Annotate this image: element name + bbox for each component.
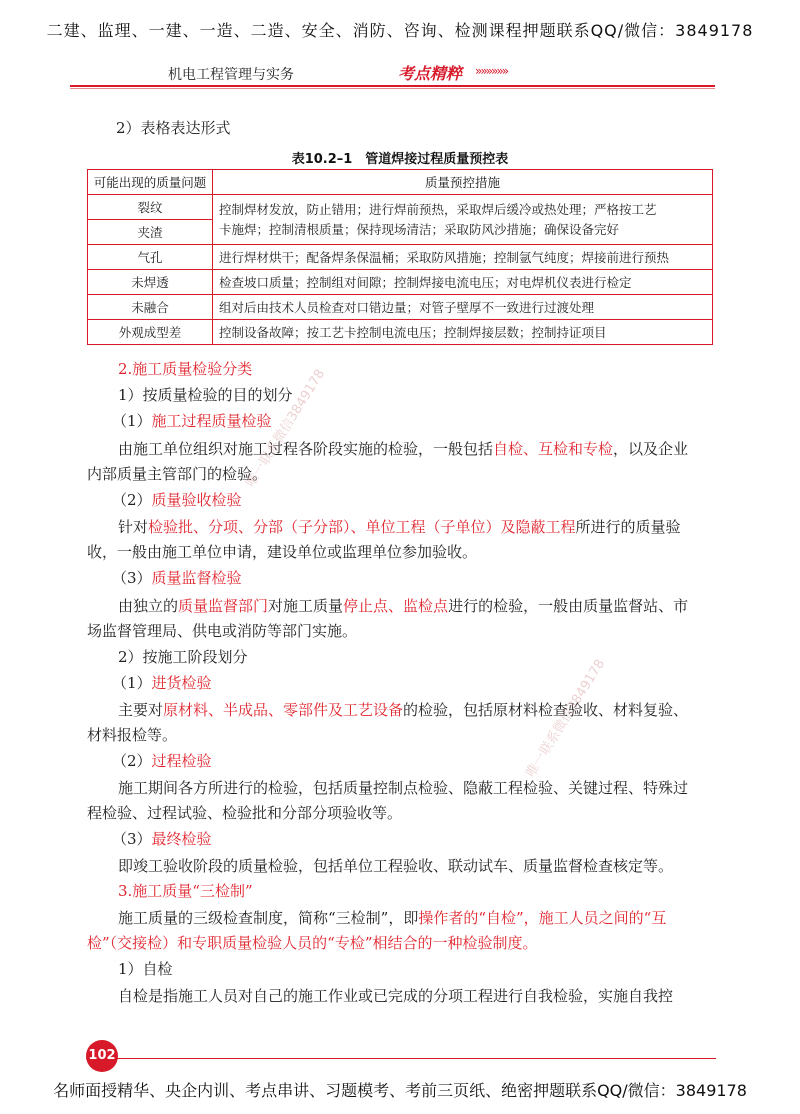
table-header-row bbox=[88, 170, 713, 195]
section-title: 3.施工质量“三检制” bbox=[118, 882, 253, 900]
watermark: 唯一联系微信3849178 bbox=[523, 656, 609, 781]
table-row bbox=[88, 295, 713, 320]
table-cell: 控制设备故障；按工艺卡控制电流电压；控制焊接层数；控制持证项目 bbox=[213, 320, 713, 345]
section-label: 考点精粹 bbox=[398, 64, 463, 83]
paragraph: 检”（交接检）和专职质量检验人员的“专检”相结合的一种检验制度。 bbox=[87, 934, 538, 952]
paragraph: 场监督管理局、供电或消防等部门实施。 bbox=[87, 622, 358, 640]
arrows-icon: »»»»»» bbox=[475, 64, 508, 78]
page-header bbox=[70, 60, 730, 84]
watermark: 唯一联系微信3849178 bbox=[243, 366, 329, 491]
paragraph: 材料报检等。 bbox=[87, 726, 178, 744]
table-row bbox=[88, 195, 713, 220]
paragraph: 由独立的质量监督部门对施工质量停止点、监检点进行的检验，一般由质量监督站、市 bbox=[118, 597, 689, 615]
paragraph: 收，一般由施工单位申请，建设单位或监理单位参加验收。 bbox=[87, 543, 478, 561]
table-cell: 未焊透 bbox=[88, 270, 213, 295]
page-number: 102 bbox=[86, 1040, 118, 1072]
section-title: 2.施工质量检验分类 bbox=[118, 360, 253, 378]
table-cell: 未融合 bbox=[88, 295, 213, 320]
table-header: 质量预控措施 bbox=[213, 170, 713, 195]
table-header: 可能出现的质量问题 bbox=[88, 170, 213, 195]
header-rule-thin bbox=[70, 88, 715, 89]
table-cell: 进行焊材烘干；配备焊条保温桶；采取防风措施；控制氩气纯度；焊接前进行预热 bbox=[213, 245, 713, 270]
table-caption: 表10.2–1 管道焊接过程质量预控表 bbox=[291, 152, 509, 167]
subsection-title: 2）按施工阶段划分 bbox=[118, 648, 248, 666]
paragraph: 自检是指施工人员对自己的施工作业或已完成的分项工程进行自我检验，实施自我控 bbox=[118, 987, 674, 1005]
table-cell: 检查坡口质量；控制组对间隙；控制焊接电流电压；对电焊机仪表进行检定 bbox=[213, 270, 713, 295]
item-number: （1） bbox=[112, 412, 152, 430]
paragraph: 针对检验批、分项、分部（子分部）、单位工程（子单位）及隐蔽工程所进行的质量验 bbox=[118, 518, 681, 536]
subsection-title: 1）按质量检验的目的划分 bbox=[118, 386, 293, 404]
paragraph: 即竣工验收阶段的质量检验，包括单位工程验收、联动试车、质量监督检查核定等。 bbox=[118, 857, 674, 875]
paragraph: 内部质量主管部门的检验。 bbox=[87, 465, 268, 483]
subsection-title: 1）自检 bbox=[118, 960, 173, 978]
table-row bbox=[88, 320, 713, 345]
paragraph: 施工期间各方所进行的检验，包括质量控制点检验、隐蔽工程检验、关键过程、特殊过 bbox=[118, 779, 689, 797]
footer-rule bbox=[86, 1058, 716, 1059]
item-heading: （2）过程检验 bbox=[112, 752, 212, 770]
table-cell: 裂纹 bbox=[88, 195, 213, 220]
table-cell: 组对后由技术人员检查对口错边量；对管子壁厚不一致进行过渡处理 bbox=[213, 295, 713, 320]
book-title: 机电工程管理与实务 bbox=[168, 67, 294, 83]
paragraph: 由施工单位组织对施工过程各阶段实施的检验，一般包括自检、互检和专检，以及企业 bbox=[118, 440, 689, 458]
table-intro: 2）表格表达形式 bbox=[116, 119, 231, 137]
header-rule bbox=[70, 85, 715, 87]
top-banner: 二建、监理、一建、一造、二造、安全、消防、咨询、检测课程押题联系QQ/微信：3849178 bbox=[46, 21, 754, 40]
measure-line: 卡施焊；控制清根质量；保持现场清洁；采取防风沙措施；确保设备完好 bbox=[219, 221, 620, 237]
item-heading: （3）最终检验 bbox=[112, 830, 212, 848]
paragraph: 程检验、过程试验、检验批和分部分项验收等。 bbox=[87, 804, 403, 822]
measure-line: 控制焊材发放，防止错用；进行焊前预热，采取焊后缓冷或热处理；严格按工艺 bbox=[219, 201, 657, 217]
table-cell: 夹渣 bbox=[88, 220, 213, 245]
table-row bbox=[88, 245, 713, 270]
table-cell bbox=[213, 195, 713, 245]
quality-table bbox=[87, 169, 713, 345]
paragraph: 主要对原材料、半成品、零部件及工艺设备的检验，包括原材料检查验收、材料复验、 bbox=[118, 701, 689, 719]
item-heading: （1）进货检验 bbox=[112, 674, 212, 692]
paragraph: 施工质量的三级检查制度，简称“三检制”，即操作者的“自检”，施工人员之间的“互 bbox=[118, 909, 667, 927]
item-heading: （2）质量验收检验 bbox=[112, 491, 242, 509]
item-title: 施工过程质量检验 bbox=[151, 412, 272, 430]
item-heading bbox=[112, 411, 272, 431]
table-row bbox=[88, 270, 713, 295]
table-cell: 外观成型差 bbox=[88, 320, 213, 345]
table-cell: 气孔 bbox=[88, 245, 213, 270]
bottom-banner: 名师面授精华、央企内训、考点串讲、习题模考、考前三页纸、绝密押题联系QQ/微信：3849178 bbox=[53, 1081, 747, 1100]
item-heading: （3）质量监督检验 bbox=[112, 569, 242, 587]
